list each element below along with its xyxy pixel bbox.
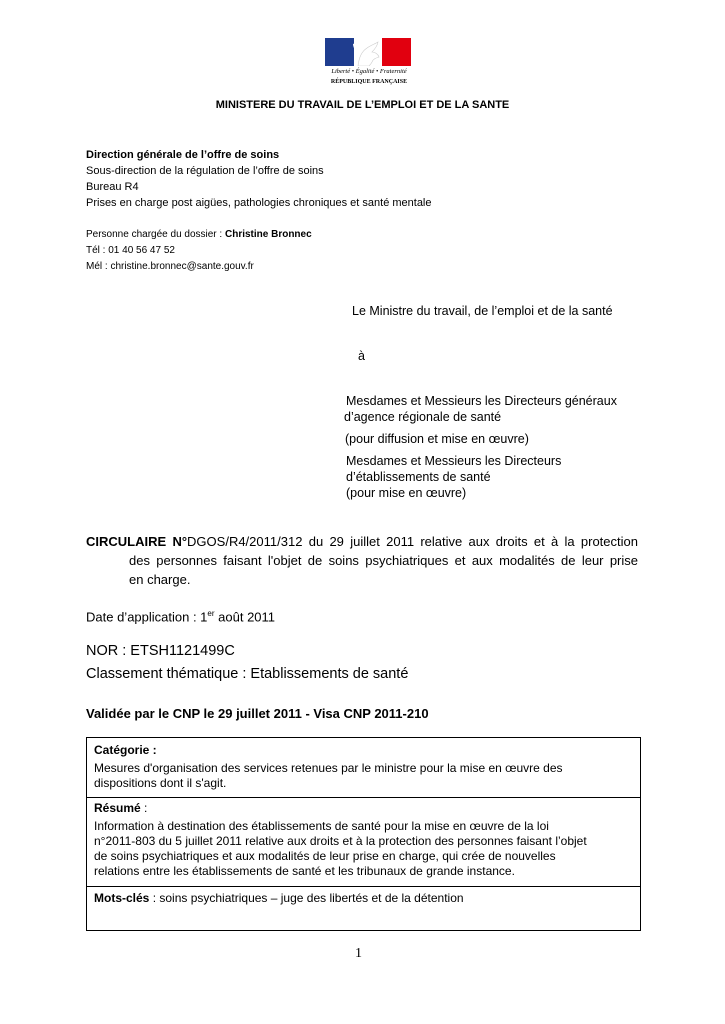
page-number: 1	[355, 946, 362, 961]
resume-line3: de soins psychiatriques et aux modalités de leur prise en charge, qui crée de nouvelles	[94, 849, 556, 863]
circular-label: CIRCULAIRE N°	[86, 534, 188, 549]
resume-heading	[94, 801, 634, 816]
summary-divider	[87, 797, 640, 798]
sender-block	[86, 147, 546, 211]
republique-francaise-logo	[325, 38, 413, 90]
resume-colon: :	[140, 801, 148, 815]
keywords-label: Mots-clés	[94, 891, 150, 905]
contact-person	[86, 227, 486, 243]
circular-line3: en charge.	[129, 572, 191, 587]
resume-label: Résumé	[94, 801, 141, 815]
recipient-2-line1: Mesdames et Messieurs les Directeurs	[346, 454, 562, 468]
contact-person-name: Christine Bronnec	[224, 229, 312, 240]
recipient-1-line2: d’agence régionale de santé	[344, 410, 502, 424]
circular-block	[86, 532, 638, 589]
keywords-section	[94, 891, 634, 906]
recipient-2-line2: d’établissements de santé	[346, 470, 491, 484]
to-word: à	[358, 349, 365, 363]
recipient-1	[344, 393, 644, 501]
recipient-2-note: (pour mise en œuvre)	[346, 486, 467, 500]
sender-bureau: Bureau R4	[86, 181, 139, 193]
summary-box	[86, 737, 641, 931]
categorie-line1: Mesures d'organisation des services retenues par le ministre pour la mise en œuvre des	[94, 761, 563, 775]
categorie-section	[94, 743, 634, 791]
summary-divider	[87, 886, 640, 887]
resume-line4: relations entre les établissements de santé et les tribunaux de grande instance.	[94, 864, 515, 878]
categorie-line2: dispositions dont il s'agit.	[94, 776, 227, 790]
thematic-classification: Classement thématique : Etablissements de santé	[86, 666, 409, 682]
date-application-suffix: août 2011	[214, 609, 276, 625]
categorie-label: Catégorie :	[94, 743, 157, 757]
nor-reference: NOR : ETSH1121499C	[86, 643, 235, 659]
resume-line1: Information à destination des établissements de santé pour la mise en œuvre de la loi	[94, 819, 549, 833]
recipient-1-line1: Mesdames et Messieurs les Directeurs généraux	[346, 394, 617, 408]
resume-section	[94, 801, 634, 879]
date-application-sup: er	[207, 609, 215, 618]
recipient-1-note: (pour diffusion et mise en œuvre)	[345, 432, 529, 446]
circular-line1	[86, 532, 638, 551]
sender-scope: Prises en charge post aigües, pathologies chroniques et santé mentale	[86, 197, 432, 209]
validation-line: Validée par le CNP le 29 juillet 2011 - Visa CNP 2011-210	[86, 706, 429, 721]
contact-block	[86, 227, 486, 275]
date-application	[86, 604, 275, 626]
sender-direction: Direction générale de l’offre de soins	[86, 149, 280, 161]
resume-line2: n°2011-803 du 5 juillet 2011 relative aux droits et à la protection des personnes faisant l’objet	[94, 834, 587, 848]
ministry-title: MINISTERE DU TRAVAIL DE L’EMPLOI ET DE LA SANTE	[215, 99, 510, 111]
keywords-text: : soins psychiatriques – juge des libertés et de la détention	[149, 891, 464, 905]
contact-person-label: Personne chargée du dossier :	[86, 229, 225, 240]
contact-mail: Mél : christine.bronnec@sante.gouv.fr	[86, 261, 254, 272]
sender-sub-direction: Sous-direction de la régulation de l’offre de soins	[86, 165, 324, 177]
logo-republic: RÉPUBLIQUE FRANÇAISE	[330, 79, 408, 85]
logo-motto: Liberté • Égalité • Fraternité	[331, 68, 407, 75]
date-application-prefix: Date d’application : 1	[86, 609, 208, 625]
marianne-flag-icon	[325, 38, 411, 66]
from-minister: Le Ministre du travail, de l’emploi et de la santé	[352, 304, 613, 318]
circular-line2: des personnes faisant l'objet de soins psychiatriques et aux modalités de leur prise	[129, 553, 638, 568]
circular-text-1: DGOS/R4/2011/312 du 29 juillet 2011 relative aux droits et à la protection	[187, 534, 638, 549]
contact-tel: Tél : 01 40 56 47 52	[86, 245, 175, 256]
